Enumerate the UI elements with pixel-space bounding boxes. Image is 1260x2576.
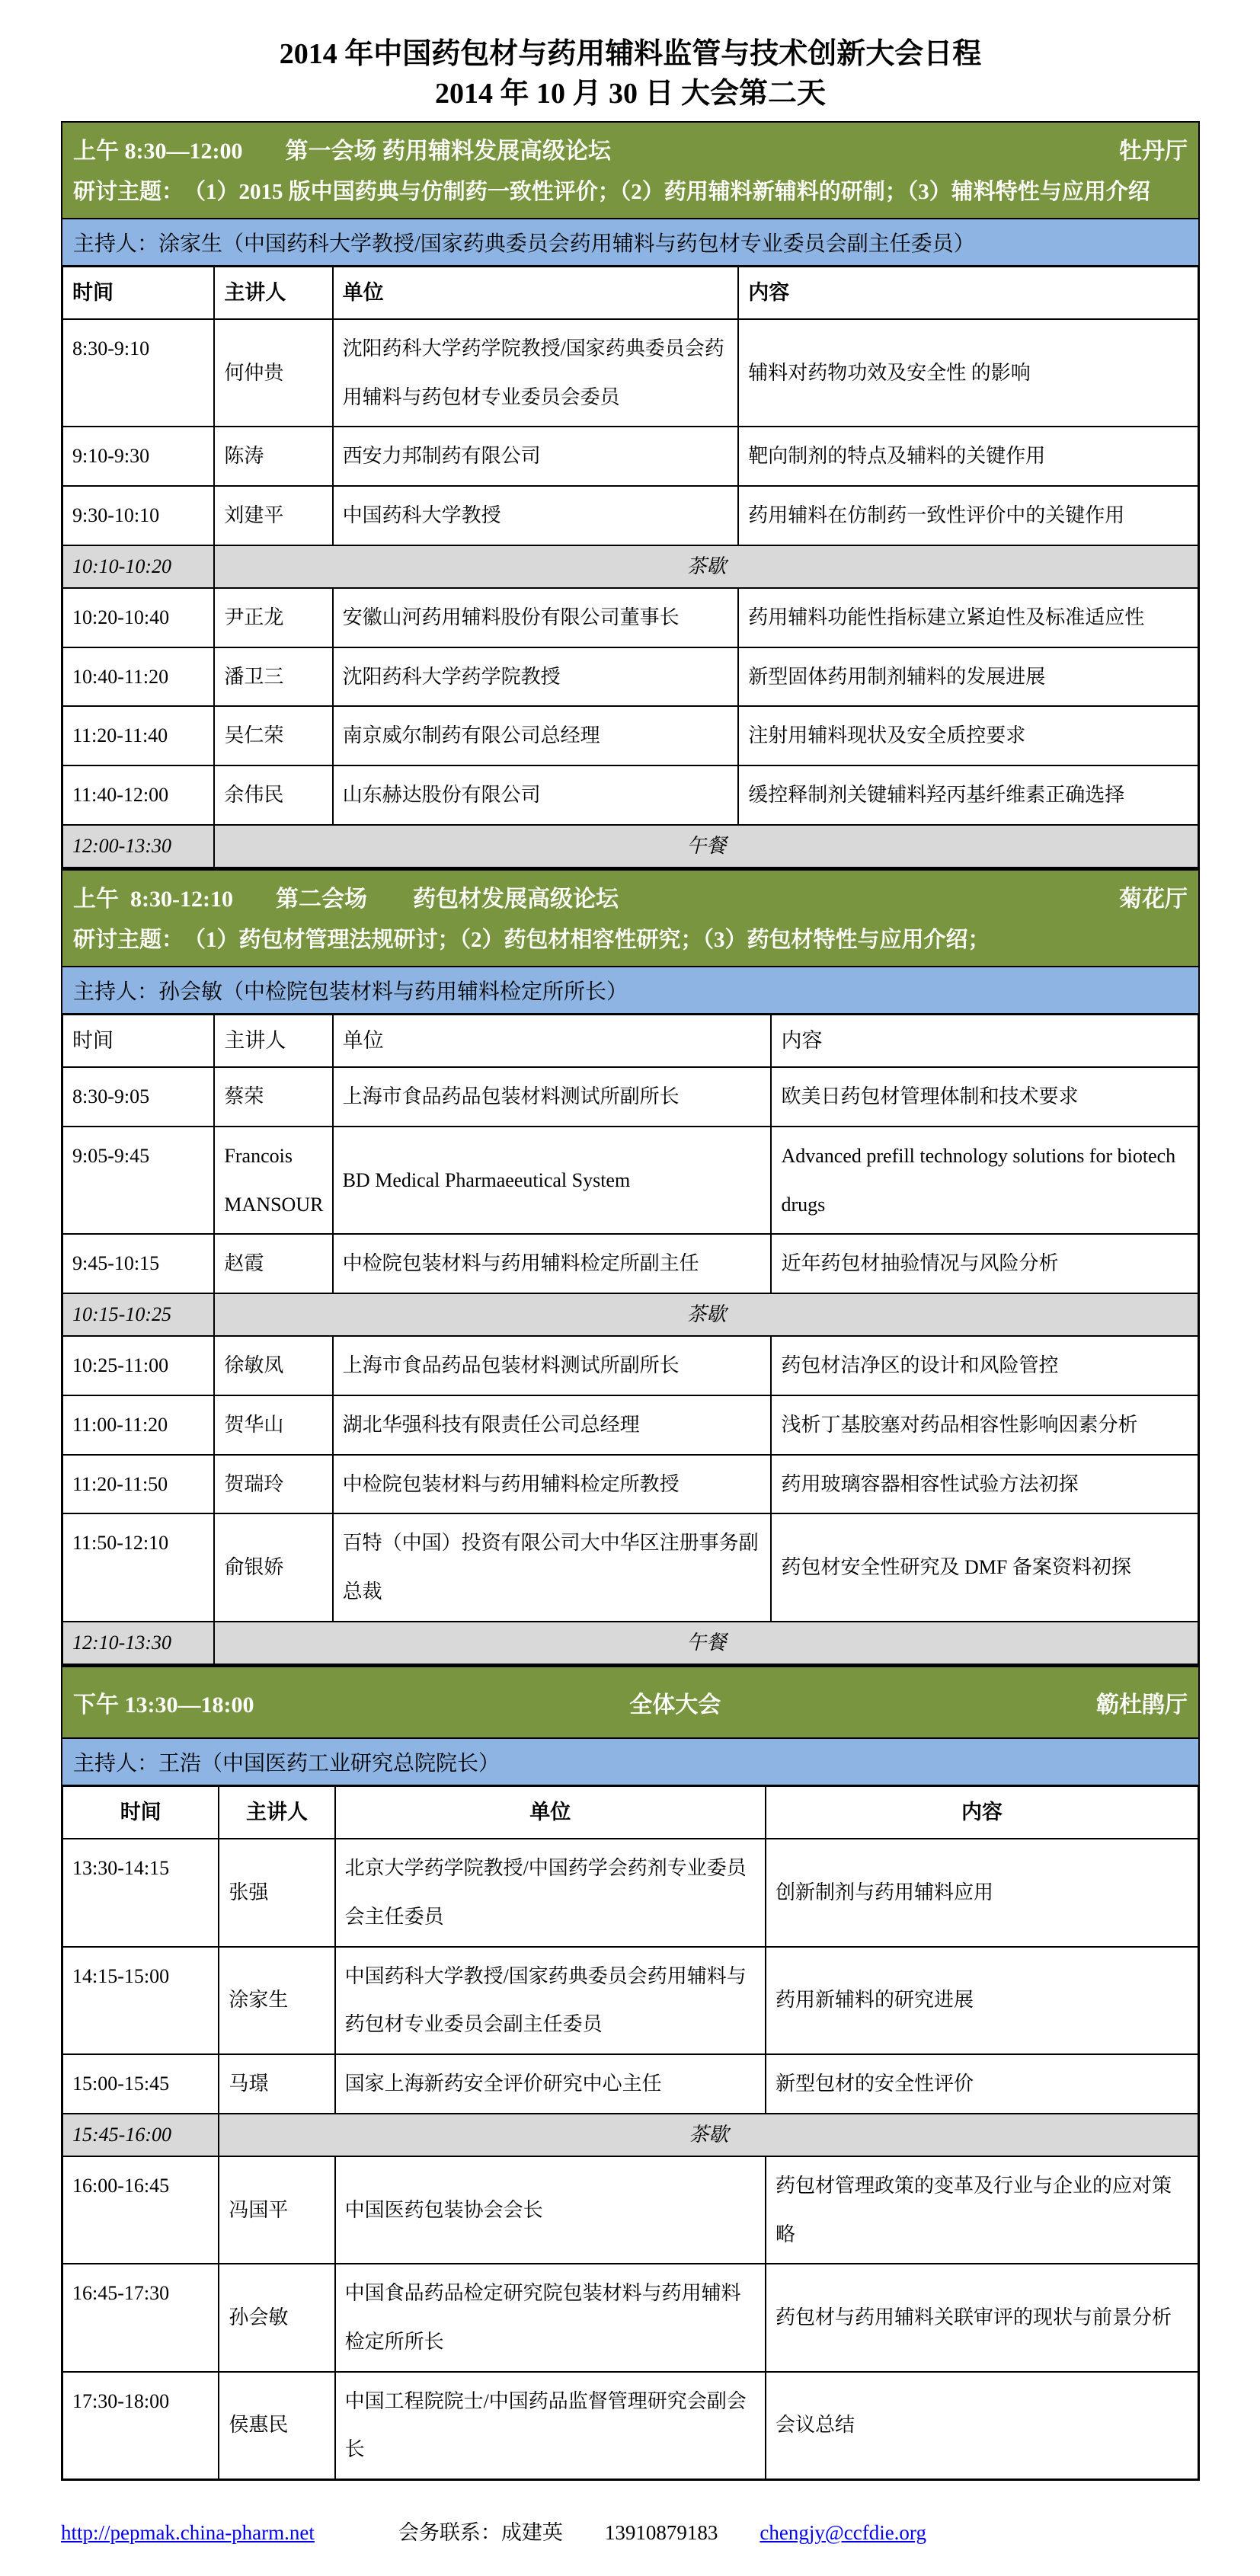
content-cell: 浅析丁基胶塞对药品相容性影响因素分析	[771, 1395, 1198, 1455]
time-cell: 10:15-10:25	[62, 1293, 215, 1336]
time-cell: 9:45-10:15	[62, 1234, 215, 1293]
time-cell: 10:20-10:40	[62, 588, 215, 647]
talk-row	[62, 1234, 1199, 1293]
content-cell: 会议总结	[766, 2372, 1198, 2480]
time-cell: 11:20-11:40	[62, 706, 215, 765]
column-header-row	[62, 1014, 1199, 1067]
talk-row	[62, 1455, 1199, 1514]
content-cell: 药包材管理政策的变革及行业与企业的应对策略	[766, 2156, 1198, 2264]
content-cell: 创新制剂与药用辅料应用	[766, 1839, 1198, 1946]
content-cell: 药用辅料功能性指标建立紧迫性及标准适应性	[738, 588, 1198, 647]
column-header: 主讲人	[214, 266, 332, 319]
session-venue: 牡丹厅	[1119, 138, 1188, 164]
time-cell: 10:10-10:20	[62, 545, 215, 588]
session-header-line	[62, 123, 1198, 171]
session-topics: 研讨主题： （1）药包材管理法规研讨；（2）药包材相容性研究；（3）药包材特性与应用介绍；	[73, 927, 990, 952]
schedule-table	[61, 1013, 1200, 1666]
session-section	[61, 869, 1200, 1666]
session-header-bar	[61, 869, 1200, 966]
time-cell: 8:30-9:10	[62, 319, 215, 427]
website-link[interactable]: http://pepmak.china-pharm.net	[61, 2520, 315, 2544]
speaker-cell: 冯国平	[219, 2156, 334, 2264]
org-cell: 中国药科大学教授/国家药典委员会药用辅料与药包材专业委员会副主任委员	[335, 1947, 766, 2054]
org-cell: 北京大学药学院教授/中国药学会药剂专业委员会主任委员	[335, 1839, 766, 1946]
content-cell: 药用玻璃容器相容性试验方法初探	[771, 1455, 1198, 1514]
content-cell: 缓控释制剂关键辅料羟丙基纤维素正确选择	[738, 765, 1198, 825]
schedule-table	[61, 265, 1200, 869]
org-cell: 上海市食品药品包装材料测试所副所长	[333, 1067, 772, 1127]
speaker-cell: 赵霞	[214, 1234, 332, 1293]
speaker-cell: 吴仁荣	[214, 706, 332, 765]
speaker-cell: 马璟	[219, 2054, 334, 2114]
speaker-cell: 侯惠民	[219, 2372, 334, 2480]
break-label-cell: 午餐	[214, 1622, 1198, 1665]
moderator-bar: 主持人：孙会敏（中检院包装材料与药用辅料检定所所长）	[61, 966, 1200, 1013]
time-cell: 11:40-12:00	[62, 765, 215, 825]
session-venue: 簕杜鹃厅	[1096, 1692, 1188, 1718]
session-section	[61, 1666, 1200, 2481]
org-cell: 百特（中国）投资有限公司大中华区注册事务副总裁	[333, 1513, 772, 1621]
talk-row	[62, 319, 1199, 427]
time-cell: 16:00-16:45	[62, 2156, 219, 2264]
column-header-row	[62, 266, 1199, 319]
time-cell: 9:10-9:30	[62, 427, 215, 486]
talk-row	[62, 1067, 1199, 1127]
org-cell: 西安力邦制药有限公司	[333, 427, 739, 486]
time-cell: 12:00-13:30	[62, 825, 215, 868]
session-venue: 菊花厅	[1119, 886, 1188, 912]
contact-phone: 13910879183	[604, 2520, 718, 2544]
time-cell: 9:30-10:10	[62, 486, 215, 545]
speaker-cell: 涂家生	[219, 1947, 334, 2054]
column-header: 单位	[333, 1014, 772, 1067]
speaker-cell: Francois MANSOUR	[214, 1127, 332, 1234]
org-cell: 中国食品药品检定研究院包装材料与药用辅料检定所所长	[335, 2264, 766, 2371]
time-cell: 9:05-9:45	[62, 1127, 215, 1234]
session-time-range: 上午 8:30-12:10	[73, 886, 233, 912]
talk-row	[62, 2372, 1199, 2480]
session-name: 全体大会	[629, 1692, 721, 1718]
time-cell: 13:30-14:15	[62, 1839, 219, 1946]
content-cell: 靶向制剂的特点及辅料的关键作用	[738, 427, 1198, 486]
org-cell: BD Medical Pharmaeeutical System	[333, 1127, 772, 1234]
break-label-cell: 午餐	[214, 825, 1198, 868]
talk-row	[62, 2054, 1199, 2114]
break-label-cell: 茶歇	[219, 2114, 1198, 2156]
time-cell: 15:00-15:45	[62, 2054, 219, 2114]
talk-row	[62, 486, 1199, 545]
break-label-cell: 茶歇	[214, 545, 1198, 588]
org-cell: 国家上海新药安全评价研究中心主任	[335, 2054, 766, 2114]
time-cell: 14:15-15:00	[62, 1947, 219, 2054]
session-name: 第一会场 药用辅料发展高级论坛	[285, 138, 611, 164]
org-cell: 中检院包装材料与药用辅料检定所副主任	[333, 1234, 772, 1293]
time-cell: 11:20-11:50	[62, 1455, 215, 1514]
speaker-cell: 贺瑞玲	[214, 1455, 332, 1514]
talk-row	[62, 647, 1199, 707]
talk-row	[62, 1127, 1199, 1234]
page-subtitle: 2014 年 10 月 30 日 大会第二天	[434, 78, 826, 110]
break-label-cell: 茶歇	[214, 1293, 1198, 1336]
contact-email-link[interactable]: chengjy@ccfdie.org	[760, 2520, 926, 2544]
time-cell: 11:00-11:20	[62, 1395, 215, 1455]
break-row	[62, 1293, 1199, 1336]
schedule-table	[61, 1785, 1200, 2481]
org-cell: 湖北华强科技有限责任公司总经理	[333, 1395, 772, 1455]
org-cell: 中国工程院院士/中国药品监督管理研究会副会长	[335, 2372, 766, 2480]
content-cell: 欧美日药包材管理体制和技术要求	[771, 1067, 1198, 1127]
column-header: 时间	[62, 1785, 219, 1839]
speaker-cell: 张强	[219, 1839, 334, 1946]
speaker-cell: 徐敏凤	[214, 1336, 332, 1395]
talk-row	[62, 1513, 1199, 1621]
column-header: 主讲人	[219, 1785, 334, 1839]
break-row	[62, 1622, 1199, 1665]
speaker-cell: 潘卫三	[214, 647, 332, 707]
session-header-bar	[61, 1666, 1200, 1737]
talk-row	[62, 1336, 1199, 1395]
session-header-bar	[61, 121, 1200, 218]
column-header-row	[62, 1785, 1199, 1839]
session-header-line	[62, 1667, 1198, 1737]
org-cell: 上海市食品药品包装材料测试所副所长	[333, 1336, 772, 1395]
session-time-range: 下午 13:30—18:00	[73, 1692, 254, 1718]
talk-row	[62, 1947, 1199, 2054]
column-header: 时间	[62, 266, 215, 319]
time-cell: 10:40-11:20	[62, 647, 215, 707]
speaker-cell: 孙会敏	[219, 2264, 334, 2371]
page-title: 2014 年中国药包材与药用辅料监管与技术创新大会日程	[279, 38, 982, 70]
speaker-cell: 蔡荣	[214, 1067, 332, 1127]
org-cell: 沈阳药科大学药学院教授/国家药典委员会药用辅料与药包材专业委员会委员	[333, 319, 739, 427]
schedule-sections	[61, 121, 1200, 2481]
content-cell: 近年药包材抽验情况与风险分析	[771, 1234, 1198, 1293]
column-header: 主讲人	[214, 1014, 332, 1067]
talk-row	[62, 1395, 1199, 1455]
time-cell: 10:25-11:00	[62, 1336, 215, 1395]
break-row	[62, 545, 1199, 588]
speaker-cell: 何仲贵	[214, 319, 332, 427]
column-header: 内容	[771, 1014, 1198, 1067]
break-row	[62, 825, 1199, 868]
content-cell: 药包材洁净区的设计和风险管控	[771, 1336, 1198, 1395]
org-cell: 安徽山河药用辅料股份有限公司董事长	[333, 588, 739, 647]
talk-row	[62, 588, 1199, 647]
moderator-bar: 主持人：王浩（中国医药工业研究总院院长）	[61, 1737, 1200, 1785]
org-cell: 中国药科大学教授	[333, 486, 739, 545]
content-cell: Advanced prefill technology solutions for biotech drugs	[771, 1127, 1198, 1234]
column-header: 内容	[766, 1785, 1198, 1839]
break-row	[62, 2114, 1199, 2156]
moderator-bar: 主持人：涂家生（中国药科大学教授/国家药典委员会药用辅料与药包材专业委员会副主任委员）	[61, 218, 1200, 265]
time-cell: 12:10-13:30	[62, 1622, 215, 1665]
column-header: 单位	[333, 266, 739, 319]
time-cell: 8:30-9:05	[62, 1067, 215, 1127]
content-cell: 药包材安全性研究及 DMF 备案资料初探	[771, 1513, 1198, 1621]
org-cell: 沈阳药科大学药学院教授	[333, 647, 739, 707]
session-section	[61, 121, 1200, 869]
content-cell: 药包材与药用辅料关联审评的现状与前景分析	[766, 2264, 1198, 2371]
talk-row	[62, 1839, 1199, 1946]
session-name: 第二会场 药包材发展高级论坛	[275, 886, 619, 912]
content-cell: 辅料对药物功效及安全性 的影响	[738, 319, 1198, 427]
talk-row	[62, 427, 1199, 486]
speaker-cell: 刘建平	[214, 486, 332, 545]
column-header: 内容	[738, 266, 1198, 319]
speaker-cell: 尹正龙	[214, 588, 332, 647]
content-cell: 药用辅料在仿制药一致性评价中的关键作用	[738, 486, 1198, 545]
page-footer	[61, 2516, 1200, 2546]
time-cell: 15:45-16:00	[62, 2114, 219, 2156]
session-time-range: 上午 8:30—12:00	[73, 138, 243, 164]
column-header: 单位	[335, 1785, 766, 1839]
time-cell: 16:45-17:30	[62, 2264, 219, 2371]
session-header-line	[62, 871, 1198, 919]
org-cell: 山东赫达股份有限公司	[333, 765, 739, 825]
content-cell: 新型固体药用制剂辅料的发展进展	[738, 647, 1198, 707]
content-cell: 药用新辅料的研究进展	[766, 1947, 1198, 2054]
speaker-cell: 余伟民	[214, 765, 332, 825]
content-cell: 注射用辅料现状及安全质控要求	[738, 706, 1198, 765]
time-cell: 17:30-18:00	[62, 2372, 219, 2480]
org-cell: 中检院包装材料与药用辅料检定所教授	[333, 1455, 772, 1514]
time-cell: 11:50-12:10	[62, 1513, 215, 1621]
org-cell: 南京威尔制药有限公司总经理	[333, 706, 739, 765]
session-topics: 研讨主题： （1）2015 版中国药典与仿制药一致性评价；（2）药用辅料新辅料的研制；（3）辅料特性与应用介绍	[73, 179, 1150, 204]
talk-row	[62, 2156, 1199, 2264]
speaker-cell: 俞银娇	[214, 1513, 332, 1621]
speaker-cell: 贺华山	[214, 1395, 332, 1455]
content-cell: 新型包材的安全性评价	[766, 2054, 1198, 2114]
talk-row	[62, 765, 1199, 825]
talk-row	[62, 706, 1199, 765]
column-header: 时间	[62, 1014, 215, 1067]
talk-row	[62, 2264, 1199, 2371]
speaker-cell: 陈涛	[214, 427, 332, 486]
contact-label: 会务联系：成建英	[398, 2520, 563, 2544]
org-cell: 中国医药包装协会会长	[335, 2156, 766, 2264]
